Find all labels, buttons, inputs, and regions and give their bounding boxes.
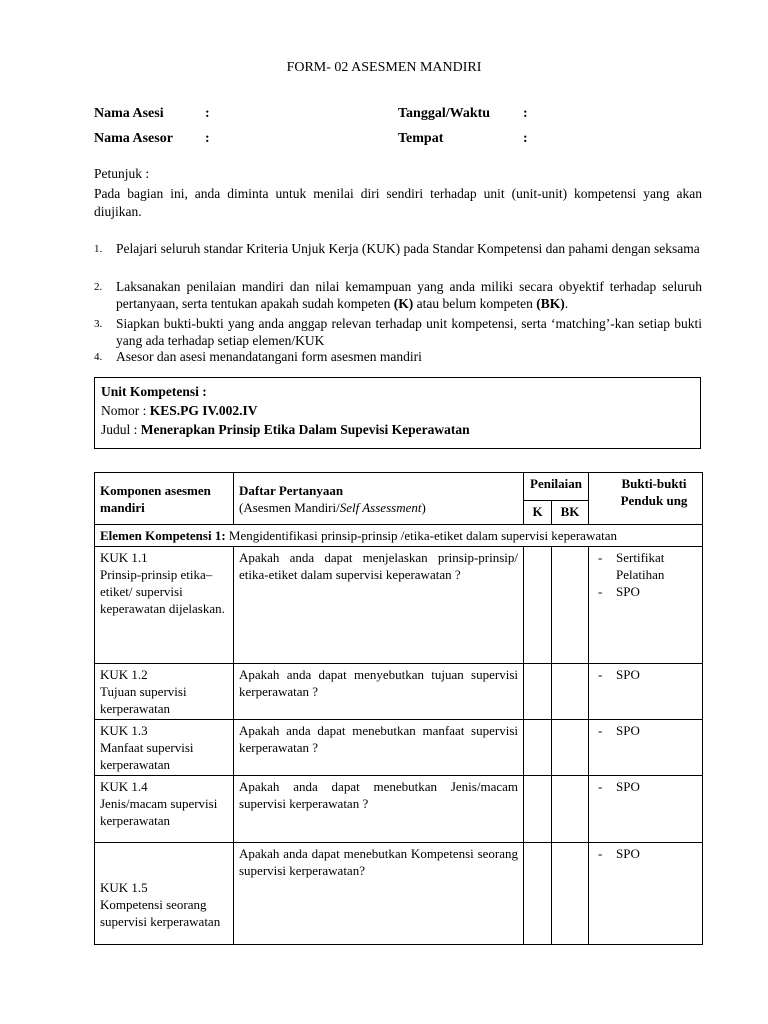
k-checkbox[interactable] — [524, 547, 552, 664]
question-cell: Apakah anda dapat menebutkan Kompetensi seorang supervisi kerperawatan? — [234, 843, 524, 945]
kuk-cell: KUK 1.5 Kompetensi seorang supervisi kerperawatan — [95, 843, 234, 945]
k-checkbox[interactable] — [524, 843, 552, 945]
unit-heading: Unit Kompetensi : — [101, 384, 207, 399]
instruction-text: Laksanakan penilaian mandiri dan nilai kemampuan yang anda miliki secara obyektif terhadap seluruh pertanyaan, serta tentukan apakah sudah kompeten (K) atau belum kompeten (BK). — [116, 279, 702, 311]
kuk-cell: KUK 1.4 Jenis/macam supervisi kerperawatan — [95, 776, 234, 843]
k-checkbox[interactable] — [524, 664, 552, 720]
kuk-cell: KUK 1.3 Manfaat supervisi kerperawatan — [95, 720, 234, 776]
bk-checkbox[interactable] — [552, 843, 589, 945]
instruction-item — [94, 278, 702, 312]
instruction-item — [94, 315, 702, 349]
unit-nomor: Nomor : KES.PG IV.002.IV — [101, 403, 258, 418]
header-k: K — [524, 501, 552, 525]
kuk-cell: KUK 1.2 Tujuan supervisi kerperawatan — [95, 664, 234, 720]
table-row — [95, 843, 703, 945]
evidence-cell: - Sertifikat Pelatihan - SPO — [589, 547, 703, 664]
petunjuk-heading: Petunjuk : — [94, 166, 150, 181]
evidence-cell: - SPO — [589, 720, 703, 776]
instruction-text: Siapkan bukti-bukti yang anda anggap relevan terhadap unit kompetensi, serta ‘matching’-kan setiap bukti yang ada terhadap setiap elemen/KUK — [116, 316, 702, 348]
assessment-table — [94, 472, 703, 945]
bk-checkbox[interactable] — [552, 720, 589, 776]
instruction-item — [94, 348, 702, 365]
petunjuk-intro: Pada bagian ini, anda diminta untuk menilai diri sendiri terhadap unit (unit-unit) kompetensi yang akan diujikan. — [94, 186, 702, 219]
header-bukti: Bukti-bukti Penduk ung — [589, 473, 703, 525]
question-cell: Apakah anda dapat menjelaskan prinsip-prinsip/ etika-etiket dalam supervisi keperawatan ? — [234, 547, 524, 664]
header-komponen: Komponen asesmen mandiri — [95, 473, 234, 525]
question-cell: Apakah anda dapat menyebutkan tujuan supervisi kerperawatan ? — [234, 664, 524, 720]
tanggal-waktu-colon: : — [523, 106, 528, 121]
kuk-cell: KUK 1.1 Prinsip-prinsip etika–etiket/ supervisi keperawatan dijelaskan. — [95, 547, 234, 664]
k-checkbox[interactable] — [524, 776, 552, 843]
header-daftar-pertanyaan: Daftar Pertanyaan (Asesmen Mandiri/Self Assessment) — [234, 473, 524, 525]
table-row — [95, 776, 703, 843]
tempat-colon: : — [523, 131, 528, 146]
bk-checkbox[interactable] — [552, 664, 589, 720]
k-checkbox[interactable] — [524, 720, 552, 776]
evidence-cell: - SPO — [589, 843, 703, 945]
nama-asesor-label: Nama Asesor — [94, 131, 173, 146]
unit-kompetensi-box — [94, 377, 701, 449]
question-cell: Apakah anda dapat menebutkan Jenis/macam supervisi kerperawatan ? — [234, 776, 524, 843]
bk-checkbox[interactable] — [552, 776, 589, 843]
nama-asesi-label: Nama Asesi — [94, 106, 164, 121]
bk-checkbox[interactable] — [552, 547, 589, 664]
table-row — [95, 664, 703, 720]
instruction-number: 3. — [94, 318, 103, 330]
instruction-text: Asesor dan asesi menandatangani form asesmen mandiri — [116, 349, 422, 364]
table-row — [95, 720, 703, 776]
instruction-number: 1. — [94, 243, 103, 255]
tanggal-waktu-label: Tanggal/Waktu — [398, 106, 491, 121]
nama-asesi-colon: : — [205, 106, 210, 121]
header-penilaian: Penilaian — [524, 473, 589, 501]
evidence-cell: - SPO — [589, 776, 703, 843]
instruction-number: 4. — [94, 351, 103, 363]
header-bk: BK — [552, 501, 589, 525]
instruction-text: Pelajari seluruh standar Kriteria Unjuk Kerja (KUK) pada Standar Kompetensi dan pahami dengan seksama — [116, 241, 700, 256]
tempat-label: Tempat — [398, 131, 444, 146]
question-cell: Apakah anda dapat menebutkan manfaat supervisi kerperawatan ? — [234, 720, 524, 776]
form-title: FORM- 02 ASESMEN MANDIRI — [286, 60, 482, 75]
instruction-number: 2. — [94, 281, 103, 293]
nama-asesor-colon: : — [205, 131, 210, 146]
elemen-kompetensi-row: Elemen Kompetensi 1: Mengidentifikasi prinsip-prinsip /etika-etiket dalam supervisi keperawatan — [95, 525, 703, 547]
table-row — [95, 547, 703, 664]
unit-judul: Judul : Menerapkan Prinsip Etika Dalam Supevisi Keperawatan — [101, 422, 470, 437]
instruction-item — [94, 240, 702, 257]
evidence-cell: - SPO — [589, 664, 703, 720]
